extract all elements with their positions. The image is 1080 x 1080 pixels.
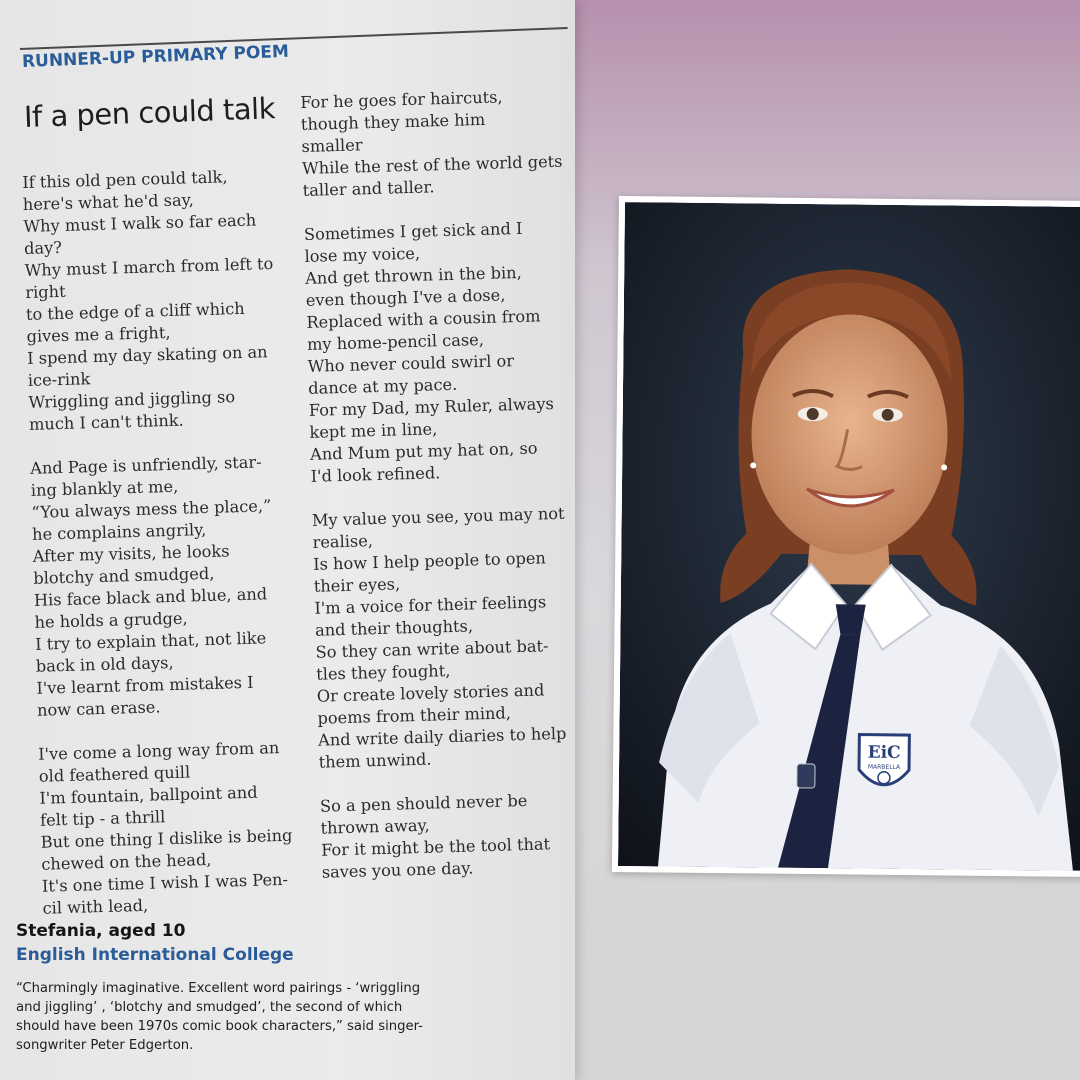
poem-line: tles they fought, bbox=[315, 661, 451, 684]
poem-line: For it might be the tool that bbox=[320, 834, 551, 860]
poem-line: I'm fountain, ballpoint and bbox=[39, 782, 258, 808]
poem-line: now can erase. bbox=[36, 697, 161, 720]
poem-stanza bbox=[300, 85, 568, 202]
poem-stanza bbox=[312, 502, 584, 773]
poem-column-1 bbox=[22, 164, 318, 941]
poem-line: smaller bbox=[301, 135, 363, 156]
poem-line: I'd look refined. bbox=[310, 463, 441, 486]
poem-line: Replaced with a cousin from bbox=[306, 306, 541, 332]
poem-line: here's what he'd say, bbox=[22, 190, 194, 214]
poem-line: While the rest of the world gets bbox=[301, 151, 563, 178]
poem-line: much I can't think. bbox=[28, 410, 184, 434]
poem-line: gives me a fright, bbox=[26, 322, 171, 346]
poem-line: back in old days, bbox=[35, 652, 174, 676]
student-portrait-photo bbox=[618, 202, 1080, 871]
badge-logo-subtext: MARBELLA bbox=[867, 763, 901, 771]
poem-line: chewed on the head, bbox=[41, 849, 212, 874]
poem-line: dance at my pace. bbox=[308, 374, 458, 398]
poem-line: If this old pen could talk, bbox=[22, 167, 228, 192]
poem-line: right bbox=[25, 281, 66, 302]
author-name: Stefania, aged 10 bbox=[16, 921, 186, 941]
poem-line: I've come a long way from an bbox=[37, 738, 280, 764]
poem-line: And write daily diaries to help bbox=[317, 723, 567, 750]
poem-line: After my visits, he looks bbox=[32, 541, 230, 566]
poem-line: So they can write about bat- bbox=[315, 636, 549, 662]
section-label: RUNNER-UP PRIMARY POEM bbox=[21, 41, 290, 72]
poem-stanza bbox=[320, 788, 587, 883]
poem-line: and their thoughts, bbox=[314, 616, 474, 640]
poem-stanza bbox=[304, 217, 576, 488]
poem-line: So a pen should never be bbox=[319, 790, 528, 816]
poem-line: Is how I help people to open bbox=[312, 548, 547, 574]
poem-line: I spend my day skating on an bbox=[26, 342, 268, 368]
poem-line: For he goes for haircuts, bbox=[300, 87, 503, 112]
poem-line: Why must I march from left to bbox=[24, 254, 274, 280]
photo-frame bbox=[612, 196, 1080, 877]
judge-quote: “Charmingly imaginative. Excellent word pairings - ‘wriggling and jiggling’ , ‘blotchy and smudged’, the second of which should have been 1970s comic book characters,” said singer-songwriter Peter Edgerton. bbox=[16, 981, 423, 1053]
poem-line: I've learnt from mistakes I bbox=[36, 672, 254, 698]
poem-line: them unwind. bbox=[318, 749, 432, 772]
poem-line: My value you see, you may not bbox=[311, 503, 565, 530]
poem-line: to the edge of a cliff which bbox=[25, 298, 245, 324]
poem-line: he complains angrily, bbox=[31, 519, 207, 544]
header-rule bbox=[20, 27, 568, 50]
poem-line: Wriggling and jiggling so bbox=[28, 387, 236, 412]
poem-line: I try to explain that, not like bbox=[34, 628, 267, 654]
poem-line: Sometimes I get sick and I bbox=[303, 218, 523, 244]
poem-line: lose my voice, bbox=[304, 243, 421, 266]
poem-line: ing blankly at me, bbox=[30, 476, 179, 500]
poem-line: their eyes, bbox=[313, 574, 401, 596]
poem-line: poems from their mind, bbox=[317, 703, 512, 728]
poem-line: And Page is unfriendly, star- bbox=[30, 452, 262, 478]
poem-line: taller and taller. bbox=[302, 177, 435, 200]
poem-line: though they make him bbox=[300, 109, 486, 134]
poem-line: I'm a voice for their feelings bbox=[314, 592, 547, 618]
poem-line: His face black and blue, and bbox=[33, 584, 268, 610]
poem-line: blotchy and smudged, bbox=[33, 563, 215, 588]
poem-line: my home-pencil case, bbox=[306, 329, 485, 354]
poem-line: even though I've a dose, bbox=[305, 285, 506, 310]
poem-line: cil with lead, bbox=[42, 895, 149, 918]
poem-line: And get thrown in the bin, bbox=[304, 262, 522, 288]
poem-line: realise, bbox=[312, 531, 374, 552]
poem-line: For my Dad, my Ruler, always bbox=[308, 394, 555, 420]
poem-line: “You always mess the place,” bbox=[31, 496, 272, 522]
poem-line: saves you one day. bbox=[321, 858, 474, 882]
poem-column-2 bbox=[300, 85, 588, 906]
poem-line: day? bbox=[23, 237, 63, 258]
school-name: English International College bbox=[16, 945, 294, 965]
poem-line: But one thing I dislike is being bbox=[40, 825, 293, 852]
poem-line: It's one time I wish I was Pen- bbox=[41, 869, 289, 896]
portrait-illustration bbox=[618, 202, 1080, 871]
poem-line: ice-rink bbox=[27, 369, 91, 390]
poem-stanza bbox=[30, 450, 312, 722]
poem-stanza bbox=[22, 164, 304, 436]
poem-line: old feathered quill bbox=[38, 762, 191, 786]
poem-line: felt tip - a thrill bbox=[39, 807, 166, 830]
poem-line: Why must I walk so far each bbox=[23, 210, 257, 236]
badge-logo-text: EiC bbox=[867, 742, 901, 763]
poem-line: he holds a grudge, bbox=[34, 608, 188, 632]
poem-line: Who never could swirl or bbox=[307, 351, 515, 376]
poem-line: And Mum put my hat on, so bbox=[309, 438, 538, 464]
poem-title: If a pen could talk bbox=[23, 91, 276, 134]
poem-line: Or create lovely stories and bbox=[316, 680, 545, 706]
poem-line: kept me in line, bbox=[309, 419, 438, 442]
poem-line: thrown away, bbox=[320, 815, 430, 838]
poem-stanza bbox=[38, 736, 318, 920]
